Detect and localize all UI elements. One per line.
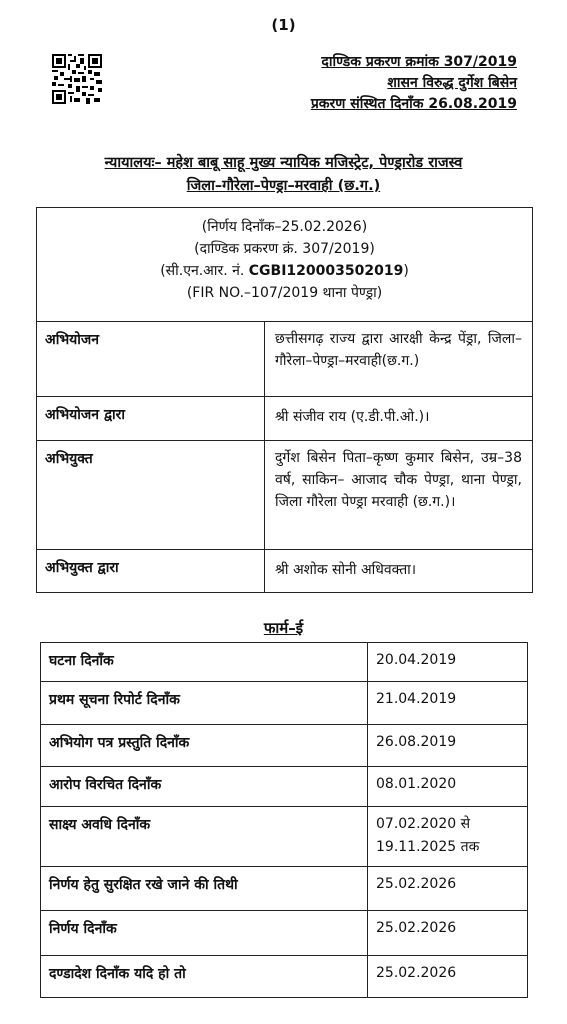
table-row xyxy=(41,767,528,807)
court-line-2: जिला–गौरेला–पेण्ड्रा–मरवाही (छ.ग.) xyxy=(186,178,381,194)
qr-code-icon xyxy=(52,54,102,104)
prosecution-counsel-value: श्री संजीव राय (ए.डी.पी.ओ.)। xyxy=(265,397,533,441)
table-row xyxy=(41,643,528,682)
date-value: 25.02.2026 xyxy=(368,956,528,998)
court-line-1: न्यायालयः– महेश बाबू साहू मुख्य न्यायिक मजिस्ट्रेट, पेण्ड्रारोड राजस्व xyxy=(104,155,463,171)
date-value: 21.04.2019 xyxy=(368,682,528,725)
case-header xyxy=(257,52,517,115)
case-number-line: (दाण्डिक प्रकरण क्रं. 307/2019) xyxy=(194,241,375,257)
prosecution-value: छत्तीसगढ़ राज्य द्वारा आरक्षी केन्द्र पेंड्रा, जिला–गौरेला–पेण्ड्रा–मरवाही(छ.ग.) xyxy=(265,322,533,397)
table-row xyxy=(37,322,533,397)
prosecution-label: अभियोजन xyxy=(37,322,265,397)
case-number: दाण्डिक प्रकरण क्रमांक 307/2019 xyxy=(321,54,517,70)
date-value: 20.04.2019 xyxy=(368,643,528,682)
court-heading xyxy=(30,152,537,198)
table-row xyxy=(41,725,528,767)
table-row xyxy=(37,441,533,550)
case-parties: शासन विरुद्ध दुर्गेश बिसेन xyxy=(387,75,517,91)
date-label: दण्डादेश दिनाँक यदि हो तो xyxy=(41,956,368,998)
institution-date: प्रकरण संस्थित दिनाँक 26.08.2019 xyxy=(310,96,517,112)
table-row xyxy=(41,911,528,956)
cnr-number: CGBI120003502019 xyxy=(248,263,404,279)
table-row xyxy=(41,807,528,867)
judgment-date: (निर्णय दिनाँक–25.02.2026) xyxy=(201,219,368,235)
date-value: 25.02.2026 xyxy=(368,911,528,956)
date-value: 08.01.2020 xyxy=(368,767,528,807)
date-label: साक्ष्य अवधि दिनाँक xyxy=(41,807,368,867)
table-row xyxy=(37,397,533,441)
defence-counsel-label: अभियुक्त द्वारा xyxy=(37,550,265,593)
defence-counsel-value: श्री अशोक सोनी अधिवक्ता। xyxy=(265,550,533,593)
cnr-line: (सी.एन.आर. नं. CGBI120003502019) xyxy=(160,263,409,279)
table-row xyxy=(41,956,528,998)
table-row xyxy=(41,867,528,911)
date-label: अभियोग पत्र प्रस्तुति दिनाँक xyxy=(41,725,368,767)
date-label: निर्णय दिनाँक xyxy=(41,911,368,956)
fir-number: (FIR NO.–107/2019 थाना पेण्ड्रा) xyxy=(186,285,383,301)
date-label: प्रथम सूचना रिपोर्ट दिनाँक xyxy=(41,682,368,725)
prosecution-counsel-label: अभियोजन द्वारा xyxy=(37,397,265,441)
date-label: निर्णय हेतु सुरक्षित रखे जाने की तिथी xyxy=(41,867,368,911)
accused-value: दुर्गेश बिसेन पिता–कृष्ण कुमार बिसेन, उम्र–38 वर्ष, साकिन– आजाद चौक पेण्ड्रा, थाना पेण्ड्रा, जिला गौरेला पेण्ड्रा मरवाही (छ.ग.)। xyxy=(265,441,533,550)
date-value: 25.02.2026 xyxy=(368,867,528,911)
date-value: 26.08.2019 xyxy=(368,725,528,767)
page-number: (1) xyxy=(271,16,296,34)
form-title: फार्म–ई xyxy=(263,619,304,637)
date-label: आरोप विरचित दिनाँक xyxy=(41,767,368,807)
date-value: 07.02.2020 से 19.11.2025 तक xyxy=(368,807,528,867)
date-label: घटना दिनाँक xyxy=(41,643,368,682)
judgment-info-cell xyxy=(37,208,533,322)
table-row xyxy=(41,682,528,725)
dates-table xyxy=(40,642,528,998)
case-details-table xyxy=(36,207,533,593)
accused-label: अभियुक्त xyxy=(37,441,265,550)
table-row xyxy=(37,550,533,593)
